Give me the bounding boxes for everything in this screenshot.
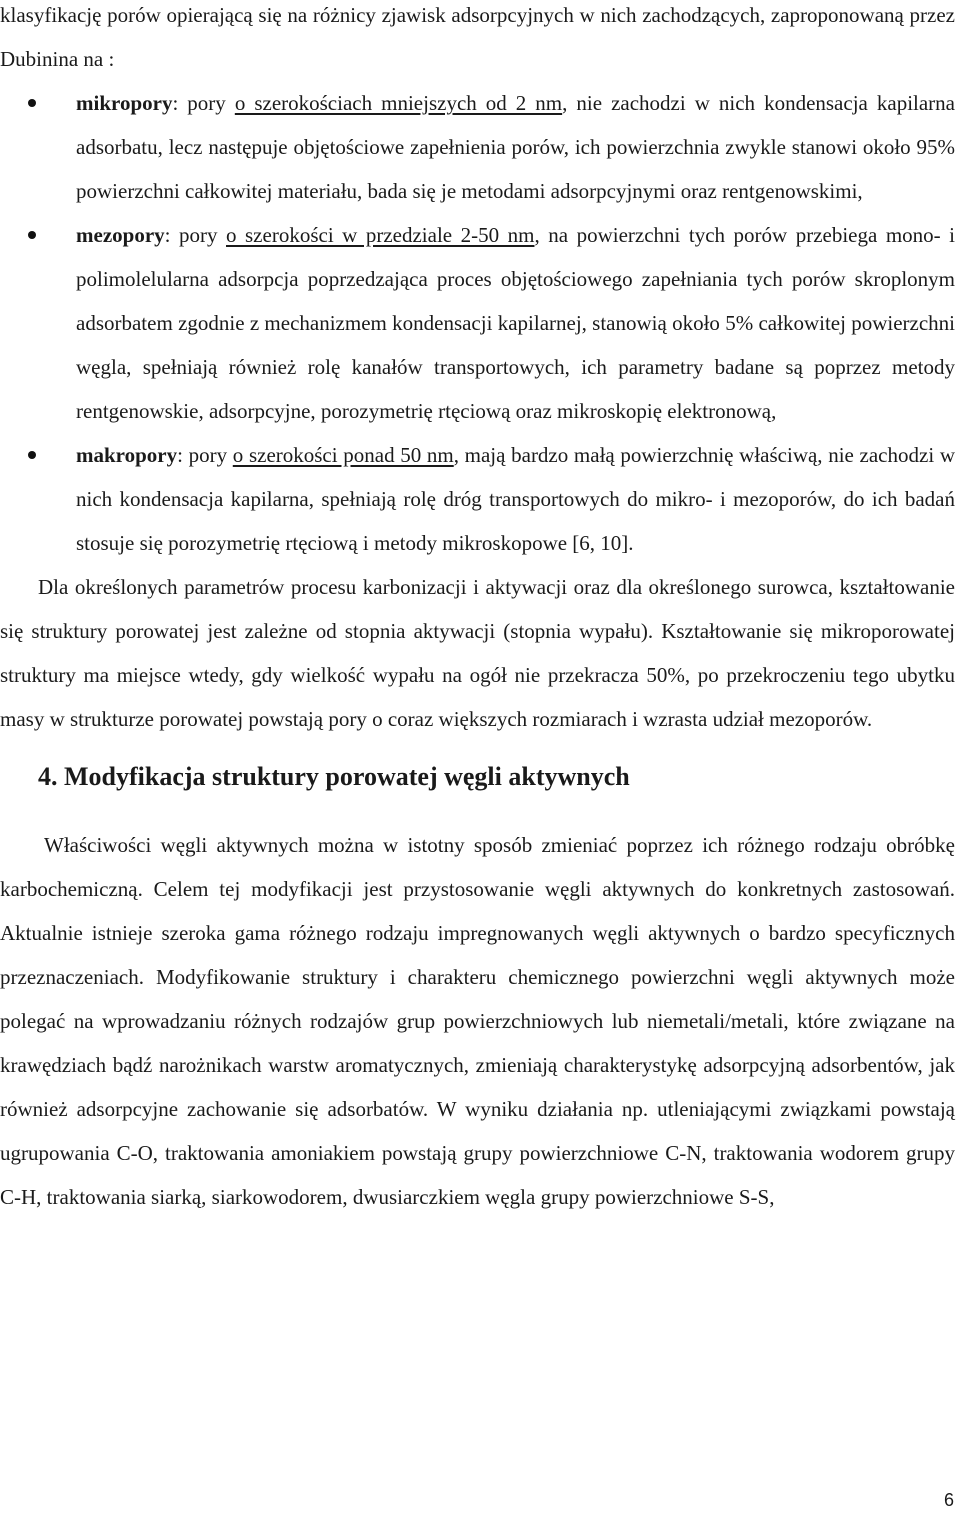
list-item-description: , mają bardzo małą powierzchnię właściwą, nie zachodzi w nich kondensacja kapilarna, spełniają rolę dróg transportowych do mikro- i mezoporów, do ich badań stosuje się porozymetrię rtęciową i metody mikroskopowe [6, 10]. bbox=[76, 443, 955, 555]
bullet-icon bbox=[28, 451, 36, 459]
list-item-description: , na powierzchni tych porów przebiega mono- i polimolelularna adsorpcja poprzedzająca proces objętościowego zapełniania tych porów skroplonym adsorbatem zgodnie z mechanizmem kondensacji kapilarnej, stanowią około 5% całkowitej powierzchni węgla, spełniają również rolę kanałów transportowych, ich parametry badane są poprzez metody rentgenowskie, adsorpcyjne, porozymetrię rtęciową oraz mikroskopię elektronową, bbox=[76, 223, 956, 423]
list-item-mesopores bbox=[0, 213, 955, 433]
intro-text: klasyfikację porów opierającą się na różnicy zjawisk adsorpcyjnych w nich zachodzących, zaproponowaną przez Dubinina na : bbox=[0, 3, 955, 71]
paragraph-activation: Dla określonych parametrów procesu karbonizacji i aktywacji oraz dla określonego surowca, kształtowanie się struktury porowatej jest zależne od stopnia aktywacji (stopnia wypału). Kształtowanie się mikroporowatej struktury ma miejsce wtedy, gdy wielkość wypału na ogół nie przekracza 50%, po przekroczeniu tego ubytku masy w strukturze porowatej powstają pory o coraz większych rozmiarach i wzrasta udział mezoporów. bbox=[0, 575, 955, 731]
list-item-lead: : pory bbox=[177, 443, 233, 467]
size-range-text: o szerokości ponad 50 nm bbox=[232, 443, 454, 467]
list-item-description: , nie zachodzi w nich kondensacja kapilarna adsorbatu, lecz następuje objętościowe zapełnienia porów, ich powierzchnia zwykle stanowi około 95% powierzchni całkowitej materiału, bada się je metodami adsorpcyjnymi oraz rentgenowskimi, bbox=[76, 91, 955, 203]
section-heading: 4. Modyfikacja struktury porowatej węgli aktywnych bbox=[38, 762, 630, 791]
list-item-lead: : pory bbox=[172, 91, 235, 115]
pore-classification-list bbox=[0, 81, 955, 565]
term-label: mezopory bbox=[76, 223, 165, 247]
page-number: 6 bbox=[943, 1490, 954, 1510]
list-item-lead: : pory bbox=[164, 223, 226, 247]
size-range-text: o szerokości w przedziale 2-50 nm bbox=[226, 223, 535, 247]
size-range-text: o szerokościach mniejszych od 2 nm bbox=[234, 91, 563, 115]
term-label: mikropory bbox=[76, 91, 173, 115]
bullet-icon bbox=[28, 231, 36, 239]
term-label: makropory bbox=[76, 443, 178, 467]
list-item-macropores bbox=[0, 433, 955, 565]
list-item-micropores bbox=[0, 81, 955, 213]
bullet-icon bbox=[28, 99, 36, 107]
paragraph-modification: Właściwości węgli aktywnych można w istotny sposób zmieniać poprzez ich różnego rodzaju obróbkę karbochemiczną. Celem tej modyfikacji jest przystosowanie węgli aktywnych do konkretnych zastosowań. Aktualnie istnieje szeroka gama różnego rodzaju impregnowanych węgli aktywnych o bardzo specyficznych przeznaczeniach. Modyfikowanie struktury i charakteru chemicznego powierzchni węgli aktywnych może polegać na wprowadzaniu różnych rodzajów grup powierzchniowych lub niemetali/metali, które związane na krawędziach bądź narożnikach warstw aromatycznych, zmieniają charakterystykę adsorpcyjną adsorbentów, jak również adsorpcyjne zachowanie się adsorbatów. W wyniku działania np. utleniającymi związkami powstają ugrupowania C-O, traktowania amoniakiem powstają grupy powierzchniowe C-N, traktowania wodorem grupy C-H, traktowania siarką, siarkowodorem, dwusiarczkiem węgla grupy powierzchniowe S-S, bbox=[0, 833, 955, 1209]
